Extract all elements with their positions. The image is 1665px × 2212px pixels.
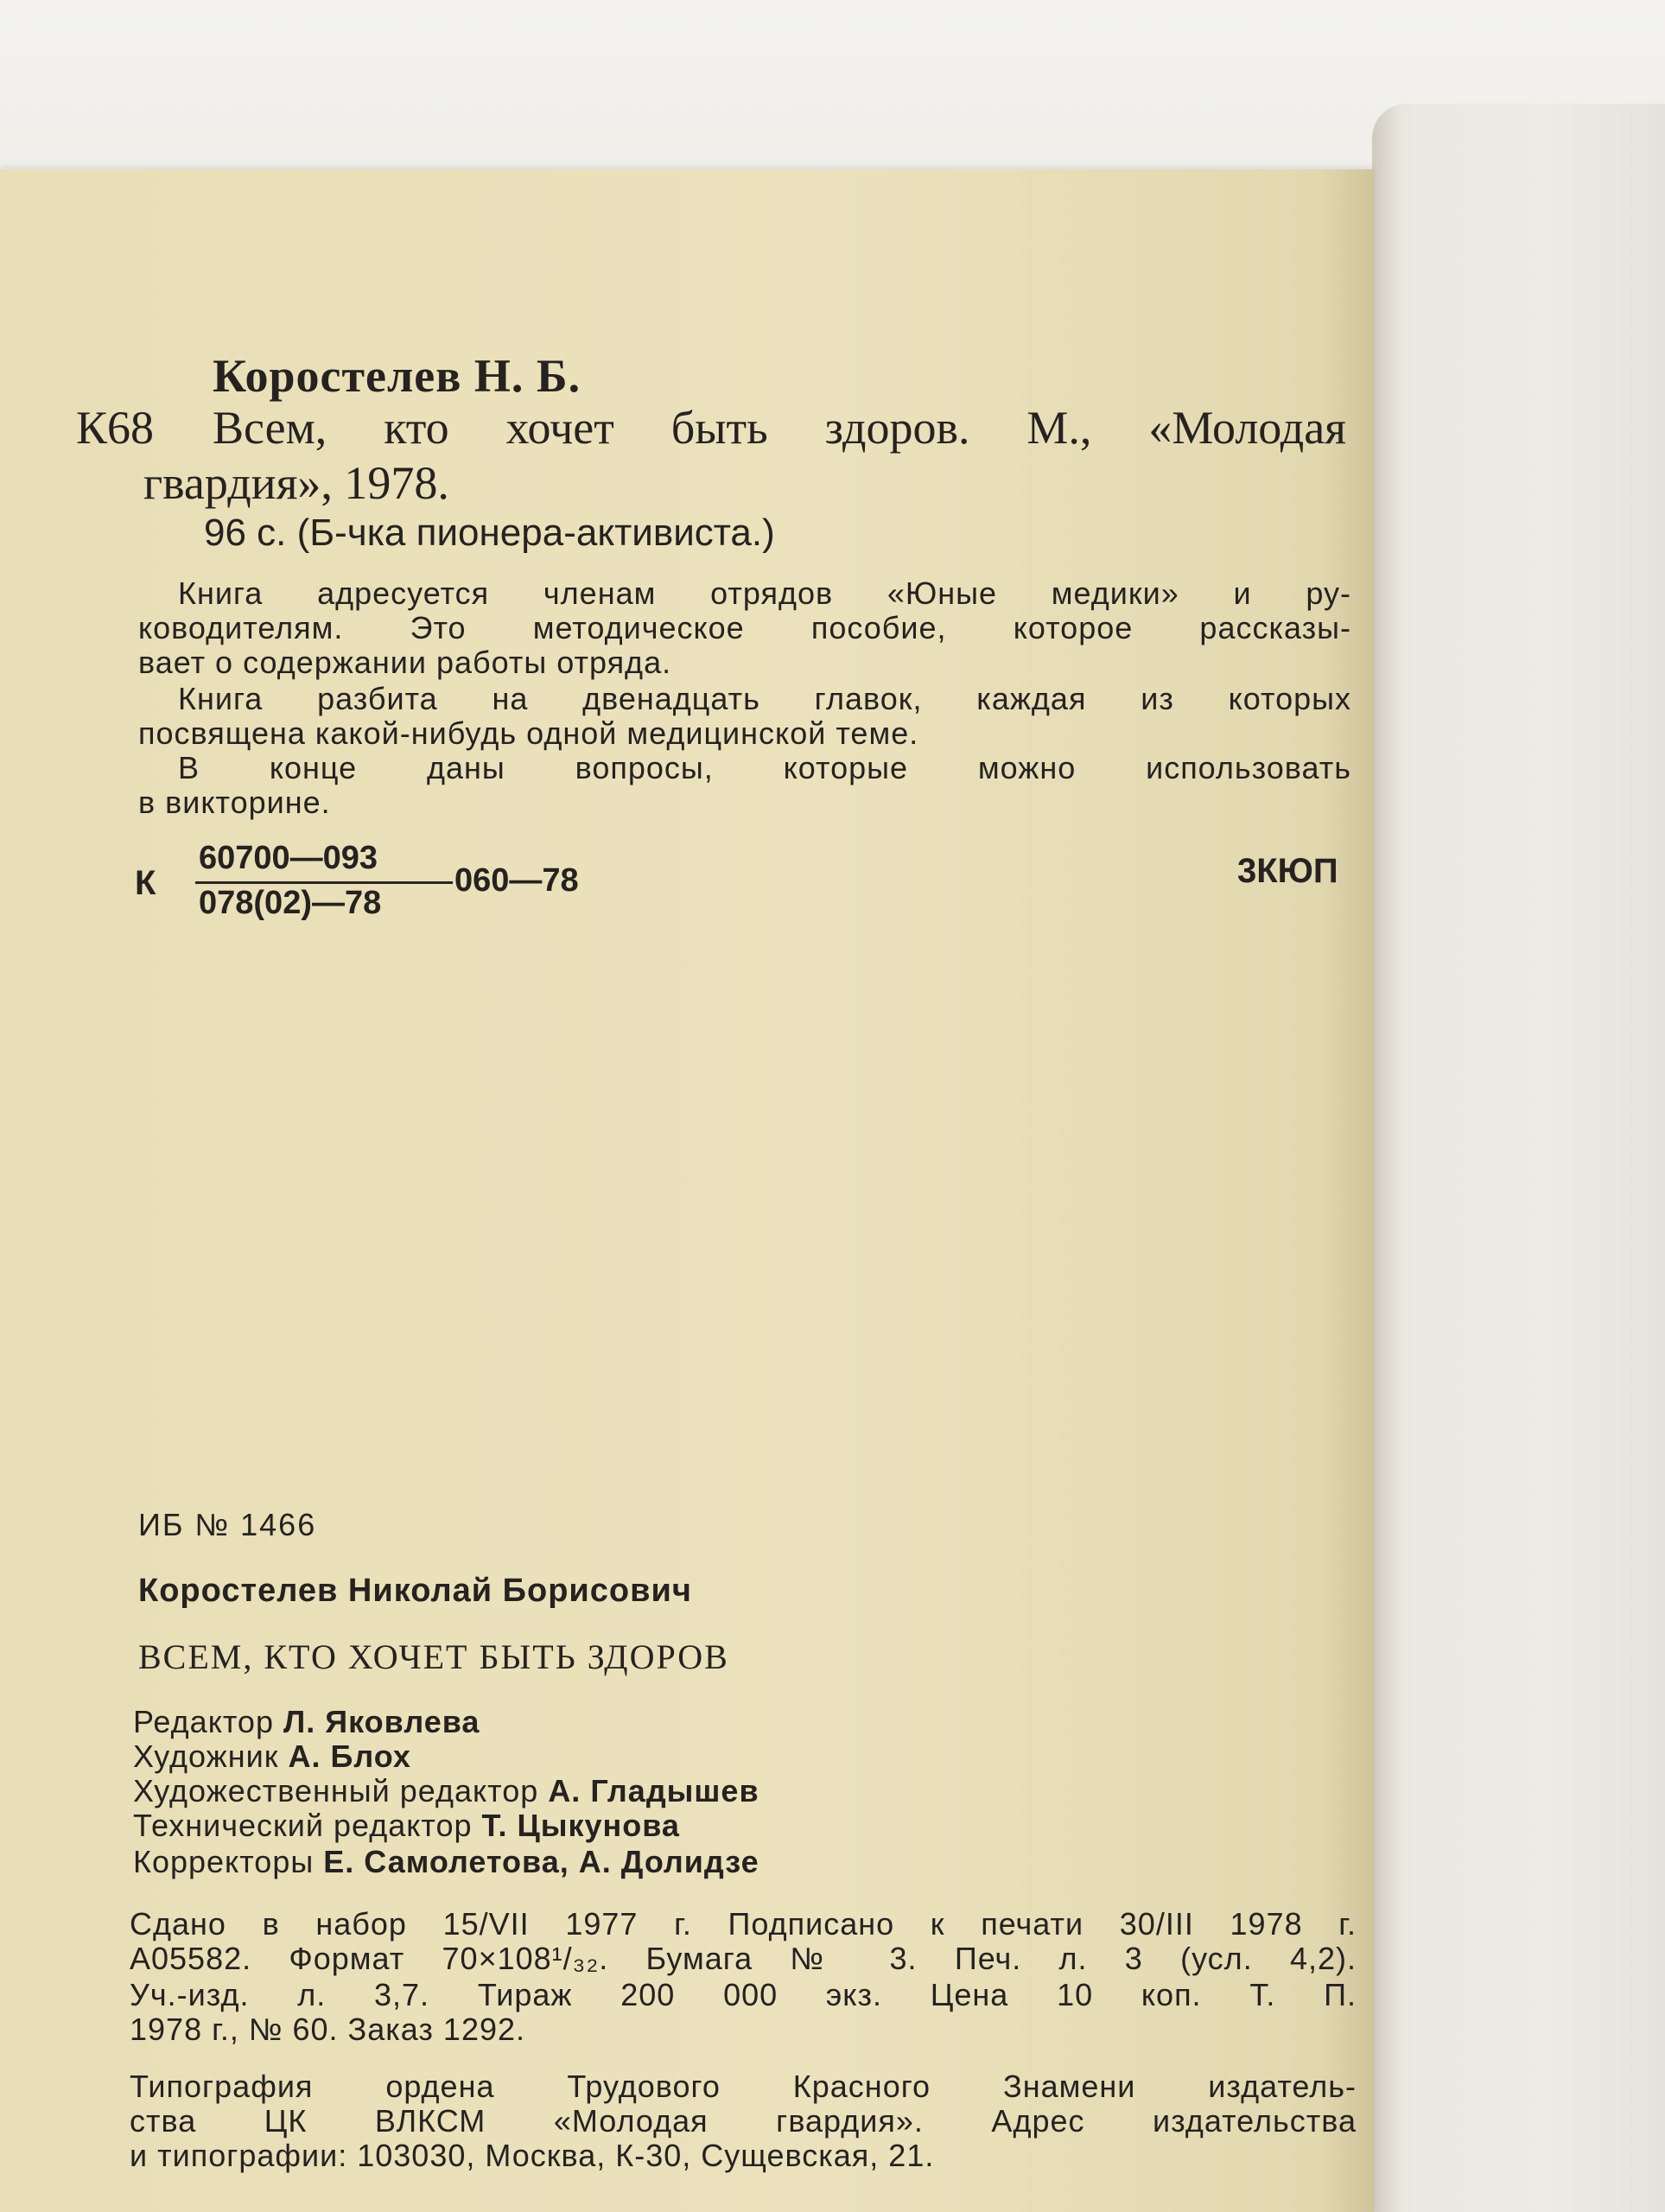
credit-person: Т. Цыкунова	[481, 1808, 680, 1843]
book-title-line-2: гвардия», 1978.	[143, 457, 449, 509]
credit-line	[133, 1844, 759, 1880]
imprint-line: Уч.-изд. л. 3,7. Тираж 200 000 экз. Цена 10 коп. Т. П.	[130, 1977, 1357, 2012]
annotation-line: ководителям. Это методическое пособие, которое рассказы-	[138, 610, 1351, 645]
next-page-edge	[1372, 104, 1665, 2212]
credit-person: А. Блох	[288, 1738, 411, 1774]
bbk-code: 3КЮП	[1237, 852, 1338, 890]
credit-line	[133, 1738, 411, 1775]
index-numerator: 60700—093	[199, 840, 378, 876]
credit-role: Художественный редактор	[133, 1773, 539, 1808]
book-title-line-1: Всем, кто хочет быть здоров. М., «Молодая	[213, 402, 1346, 454]
call-number: К68	[76, 402, 155, 454]
credit-line	[133, 1773, 759, 1809]
printer-line: ства ЦК ВЛКСМ «Молодая гвардия». Адрес издательства	[130, 2103, 1357, 2139]
credit-role: Художник	[133, 1738, 279, 1774]
credit-role: Редактор	[133, 1704, 274, 1739]
credit-person: Л. Яковлева	[283, 1704, 480, 1739]
imprint-line: 1978 г., № 60. Заказ 1292.	[130, 2012, 526, 2047]
annotation-line: В конце даны вопросы, которые можно использовать	[178, 750, 1351, 785]
annotation-line: в викторине.	[138, 785, 331, 820]
fraction-line	[195, 881, 453, 884]
credit-role: Корректоры	[133, 1844, 315, 1879]
imprint-line: Сдано в набор 15/VII 1977 г. Подписано к печати 30/III 1978 г.	[130, 1906, 1357, 1942]
title-caps: ВСЕМ, КТО ХОЧЕТ БЫТЬ ЗДОРОВ	[138, 1637, 729, 1676]
index-letter: К	[135, 864, 156, 902]
credit-person: А. Гладышев	[548, 1773, 759, 1808]
annotation-line: посвящена какой-нибудь одной медицинской теме.	[138, 715, 919, 751]
author-heading: Коростелев Н. Б.	[213, 350, 581, 402]
annotation-line: Книга разбита на двенадцать главок, каждая из которых	[178, 681, 1351, 716]
pages-series: 96 с. (Б-чка пионера-активиста.)	[204, 512, 775, 554]
annotation-line: вает о содержании работы отряда.	[138, 645, 672, 680]
author-full-name: Коростелев Николай Борисович	[138, 1573, 692, 1609]
printer-line: Типография ордена Трудового Красного Знамени издатель-	[130, 2069, 1357, 2104]
credit-role: Технический редактор	[133, 1808, 473, 1843]
credit-person: Е. Самолетова, А. Долидзе	[323, 1844, 759, 1879]
credit-line	[133, 1704, 480, 1740]
index-suffix: 060—78	[454, 862, 579, 899]
annotation-line: Книга адресуется членам отрядов «Юные медики» и ру-	[178, 575, 1351, 611]
index-denominator: 078(02)—78	[199, 885, 382, 921]
ib-number: ИБ № 1466	[138, 1507, 317, 1542]
credit-line	[133, 1808, 680, 1844]
printer-line: и типографии: 103030, Москва, К-30, Сущевская, 21.	[130, 2138, 935, 2173]
imprint-line: А05582. Формат 70×108¹/₃₂. Бумага № 3. Печ. л. 3 (усл. 4,2).	[130, 1941, 1357, 1976]
